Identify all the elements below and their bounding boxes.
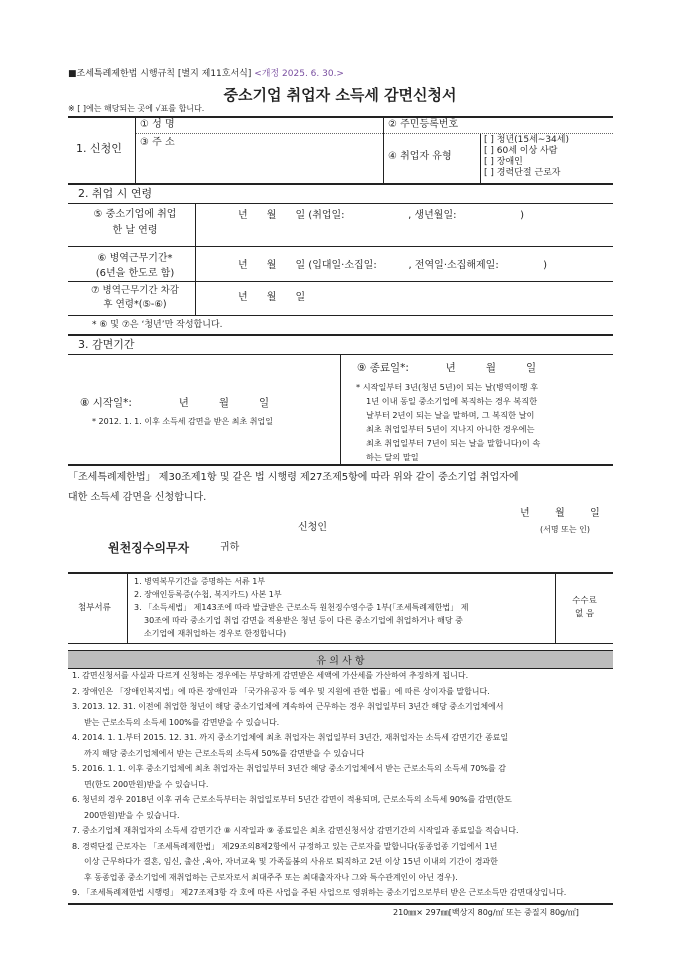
end-note: * 시작일부터 3년(청년 5년)이 되는 날(병역이행 후 1년 이내 동일 중소기업에 복직하는 경우 복직한 날부터 2년이 되는 날을 말하며, 그 복직한 날이 최초 취업일부터 5년이 지나지 아니한 경우에는 최초 취업일부터 7년이 되는 날을 말합니다)이 속 하는 달의 말일 [356,382,541,462]
declaration-line2: 대한 소득세 감면을 신청합니다. [68,492,207,503]
notes-list [72,668,612,901]
note-line: 이상 근무하다가 결혼, 임신, 출산 ,육아, 자녀교육 및 가족돌봄의 사유로 퇴직하고 2년 이상 15년 이내의 기간이 경과한 [84,857,498,866]
fee-value: 없 음 [574,609,595,619]
note-line: 후 동종업종 중소기업에 재취업하는 근로자로서 최대주주 또는 최대출자자나 그와 특수관계인이 아닌 경우). [84,872,458,882]
section-reduction-period: 3. 감면기간 [78,338,135,351]
recipient-honorific: 귀하 [220,542,240,553]
row6-label: ⑥ 병역근무기간* (6년을 한도로 함) [95,253,175,279]
type-youth[interactable]: [ ] 청년(15세∼34세) [484,135,569,145]
row5-value[interactable]: 년 월 일 (취업일: , 생년월일: ) [238,210,524,221]
applicant-label: 신청인 [298,522,327,533]
recipient: 원천징수의무자 [108,541,190,555]
note-line: 9. 「조세특례제한법 시행령」 제27조제3항 각 호에 따른 사업을 주된 사업으로 영위하는 중소기업으로부터 받은 근로소득만 감면대상입니다. [72,888,567,897]
section-employment-age: 2. 취업 시 연령 [78,187,153,200]
start-note: * 2012. 1. 1. 이후 소득세 감면을 받은 최초 취업일 [92,417,273,426]
declaration-line1: 「조세특례제한법」 제30조제1항 및 같은 법 시행령 제27조제5항에 따라 위와 같이 중소기업 취업자에 [68,472,519,483]
note-line: 까지 해당 중소기업체에서 받는 근로소득의 소득세 50%를 감면받을 수 있습니다 [84,748,365,758]
notes-title: 유 의 사 항 [316,656,365,667]
note-line: 7. 중소기업체 재취업자의 소득세 감면기간 ⑧ 시작일과 ⑨ 종료일은 최초 감면신청서상 감면기간의 시작일과 종료일을 적습니다. [72,826,519,835]
start-date[interactable]: ⑧ 시작일*: 년 월 일 [80,397,270,409]
check-note: ※ [ ]에는 해당되는 곳에 √표를 합니다. [68,104,205,113]
attachment-item: 30조에 따라 중소기업 취업 감면을 적용받은 청년 등이 다른 중소기업에 취업하거나 해당 중 [144,616,463,625]
note-line: 2. 장애인은 「장애인복지법」에 따른 장애인과 「국가유공자 등 예우 및 지원에 관한 법률」에 따른 상이자를 말합니다. [72,686,490,696]
worker-type-options [484,135,569,179]
note-line: 1. 감면신청서를 사실과 다르게 신청하는 경우에는 부당하게 감면받은 세액에 가산세를 가산하여 추징하게 됩니다. [72,671,469,680]
row6-value[interactable]: 년 월 일 (입대일·소집일: , 전역일·소집해제일: ) [238,260,548,271]
note-line: 받는 근로소득의 소득세 100%를 감면받을 수 있습니다. [84,717,280,727]
paper-spec: 210㎜× 297㎜[백상지 80g/㎡ 또는 중질지 80g/㎡] [393,908,579,917]
address-label: ③ 주 소 [140,137,175,148]
type-career-break[interactable]: [ ] 경력단절 근로자 [484,168,561,178]
declaration-date[interactable]: 년 월 일 [520,508,600,519]
fee-box [556,595,613,621]
row7-value[interactable]: 년 월 일 [238,292,306,303]
note-line: 5. 2016. 1. 1. 이후 중소기업체에 최초 취업자는 취업일부터 3년간 해당 중소기업체에서 받는 근로소득의 소득세 70%를 감 [72,764,506,773]
rrn-label: ② 주민등록번호 [388,119,459,130]
row7-label: ⑦ 병역근무기간 차감 후 연령*(⑤-⑥) [91,285,179,310]
name-label: ① 성 명 [140,119,175,130]
type-disabled[interactable]: [ ] 장애인 [484,157,523,167]
note-line: 8. 경력단절 근로자는 「조세특례제한법」 제29조의8제2항에서 규정하고 있는 근로자를 말합니다(동종업종 기업에서 1년 [72,841,498,851]
law-reference: ■조세특례제한법 시행규칙 [별지 제11호서식] [68,69,252,79]
note-line: 면(한도 200만원)받을 수 있습니다. [84,779,209,789]
note-line: 3. 2013. 12. 31. 이전에 취업한 청년이 해당 중소기업체에 계속하여 근무하는 경우 취업일부터 3년간 해당 중소기업체에서 [72,702,504,711]
type-senior[interactable]: [ ] 60세 이상 사람 [484,146,558,156]
attachments-label: 첨부서류 [78,603,111,613]
form-reference [68,68,344,80]
end-date[interactable]: ⑨ 종료일*: 년 월 일 [357,362,537,374]
note-line: 6. 청년의 경우 2018년 이후 귀속 근로소득부터는 취업일로부터 5년간 감면이 적용되며, 근로소득의 소득세 90%를 감면(한도 [72,795,512,804]
attachment-item: 2. 장애인등록증(수첩, 복지카드) 사본 1부 [134,590,282,599]
note-line: 4. 2014. 1. 1.부터 2015. 12. 31. 까지 중소기업체에 최초 취업자는 취업일부터 3년간, 재취업자는 소득세 감면기간 종료일 [72,733,509,742]
section-applicant: 1. 신청인 [76,142,122,155]
fee-label: 수수료 [572,596,597,606]
attachment-list [134,575,468,640]
worker-type-label: ④ 취업자 유형 [388,151,452,162]
row5-label: ⑤ 중소기업에 취업 한 날 연령 [93,209,177,236]
page-title: 중소기업 취업자 소득세 감면신청서 [223,86,457,104]
signature-label[interactable]: (서명 또는 인) [540,525,590,534]
youth-note: * ⑥ 및 ⑦은 ‘청년’만 작성합니다. [92,320,223,330]
note-line: 200만원)받을 수 있습니다. [84,810,180,820]
revision-date: <개정 2025. 6. 30.> [254,69,344,79]
attachment-item: 소기업에 재취업하는 경우로 한정합니다) [144,629,287,638]
attachment-item: 1. 병역복무기간을 증명하는 서류 1부 [134,577,266,586]
attachment-item: 3. 「소득세법」 제143조에 따라 발급받은 근로소득 원천징수영수증 1부(「조세특례제한법」 제 [134,603,469,612]
